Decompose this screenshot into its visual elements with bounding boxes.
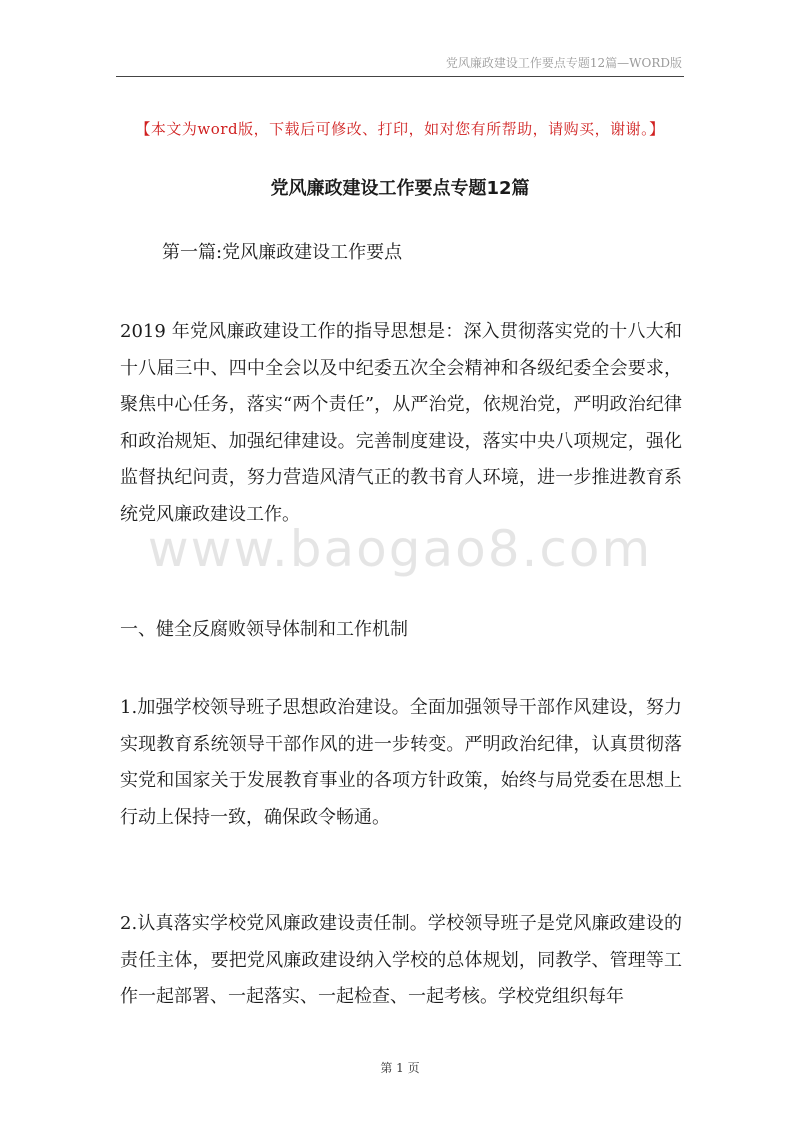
download-notice: 【本文为word版，下载后可修改、打印，如对您有所帮助，请购买，谢谢。】 xyxy=(135,120,665,138)
document-subtitle: 第一篇:党风廉政建设工作要点 xyxy=(162,242,403,263)
document-title: 党风廉政建设工作要点专题12篇 xyxy=(270,178,530,199)
running-header: 党风廉政建设工作要点专题12篇—WORD版 xyxy=(445,56,682,70)
header-divider xyxy=(116,76,684,77)
section-heading-1: 一、健全反腐败领导体制和工作机制 xyxy=(120,619,408,640)
page-number: 第 1 页 xyxy=(380,1061,420,1075)
intro-paragraph: 2019 年党风廉政建设工作的指导思想是：深入贯彻落实党的十八大和十八届三中、四中全会以及中纪委五次全会精神和各级纪委全会要求，聚焦中心任务，落实“两个责任”，从严治党，依规治党，严明政治纪律和政治规矩、加强纪律建设。完善制度建设，落实中央八项规定，强化监督执纪问责，努力营造风清气正的教书育人环境，进一步推进教育系统党风廉政建设工作。 xyxy=(120,321,682,525)
item-paragraph-1: 1.加强学校领导班子思想政治建设。全面加强领导干部作风建设，努力实现教育系统领导干部作风的进一步转变。严明政治纪律，认真贯彻落实党和国家关于发展教育事业的各项方针政策，始终与局党委在思想上行动上保持一致，确保政令畅通。 xyxy=(120,697,682,828)
item-paragraph-2: 2.认真落实学校党风廉政建设责任制。学校领导班子是党风廉政建设的责任主体，要把党风廉政建设纳入学校的总体规划，同教学、管理等工作一起部署、一起落实、一起检查、一起考核。学校党组织每年 xyxy=(120,913,682,1007)
watermark: www.baogao8.com xyxy=(147,520,653,578)
